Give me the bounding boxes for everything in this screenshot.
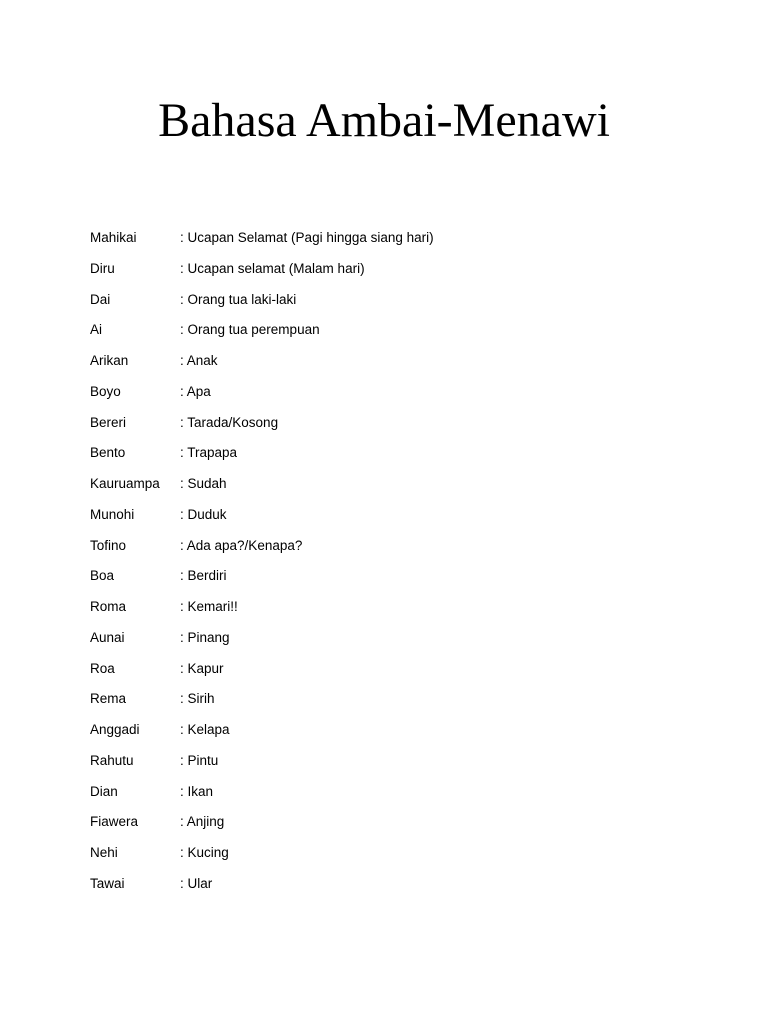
vocab-row [90,535,690,566]
vocab-definition: : Orang tua perempuan [180,322,320,338]
vocab-term: Munohi [90,506,135,522]
vocab-term: Rahutu [90,752,134,768]
vocab-definition: : Ucapan selamat (Malam hari) [180,260,365,276]
vocab-row [90,350,690,381]
vocab-row [90,842,690,873]
vocab-term: Rema [90,691,127,707]
vocab-term: Nehi [90,845,118,860]
vocab-definition: : Orang tua laki-laki [180,291,297,307]
vocab-definition: : Sirih [180,691,215,707]
vocab-term: Fiawera [90,814,139,830]
vocab-row [90,688,690,719]
vocab-definition: : Kelapa [180,722,230,737]
vocab-definition: : Pinang [180,629,230,645]
vocab-definition: : Anjing [180,814,225,830]
vocab-row [90,750,690,781]
vocab-definition: : Kemari!! [180,599,238,614]
vocab-definition: : Ada apa?/Kenapa? [180,537,303,553]
vocab-term: Bereri [90,414,127,430]
vocab-definition: : Ikan [180,783,214,799]
vocab-definition: : Pintu [180,752,219,768]
vocab-row [90,442,690,473]
vocab-definition: : Tarada/Kosong [180,414,279,430]
vocab-row [90,258,690,289]
vocab-term: Boa [90,568,115,584]
vocab-term: Bento [90,445,126,461]
vocab-definition: : Apa [180,383,211,399]
vocab-row [90,719,690,750]
vocab-term: Mahikai [90,230,137,245]
vocab-term: Dai [90,291,111,307]
vocab-row [90,781,690,812]
vocab-row [90,596,690,627]
vocab-row [90,289,690,320]
vocab-term: Diru [90,260,115,276]
vocab-definition: : Kucing [180,845,229,860]
vocab-row [90,811,690,842]
vocab-row [90,473,690,504]
vocab-definition: : Duduk [180,506,227,522]
vocab-term: Arikan [90,353,129,368]
vocab-row [90,658,690,689]
vocab-row [90,504,690,535]
vocab-row [90,627,690,658]
vocab-term: Dian [90,783,118,799]
vocab-row [90,565,690,596]
vocab-definition: : Anak [180,353,218,368]
vocab-term: Tawai [90,875,125,891]
vocab-term: Roma [90,599,127,614]
document-title: Bahasa Ambai-Menawi [158,94,610,147]
vocab-row [90,381,690,412]
vocab-term: Roa [90,660,115,676]
vocab-row [90,873,690,904]
vocab-definition: : Trapapa [180,445,238,461]
vocab-term: Aunai [90,629,125,645]
vocab-definition: : Berdiri [180,568,227,584]
vocabulary-list [90,227,690,904]
vocab-row [90,319,690,350]
vocab-term: Tofino [90,537,127,553]
vocab-term: Boyo [90,383,121,399]
vocab-definition: : Ucapan Selamat (Pagi hingga siang hari) [180,230,434,245]
vocab-term: Anggadi [90,722,140,737]
vocab-definition: : Kapur [180,660,224,676]
vocab-definition: : Sudah [180,476,227,491]
vocab-term: Ai [90,322,103,338]
vocab-row [90,412,690,443]
vocab-term: Kauruampa [90,476,160,491]
vocab-definition: : Ular [180,875,213,891]
vocab-row [90,227,690,258]
